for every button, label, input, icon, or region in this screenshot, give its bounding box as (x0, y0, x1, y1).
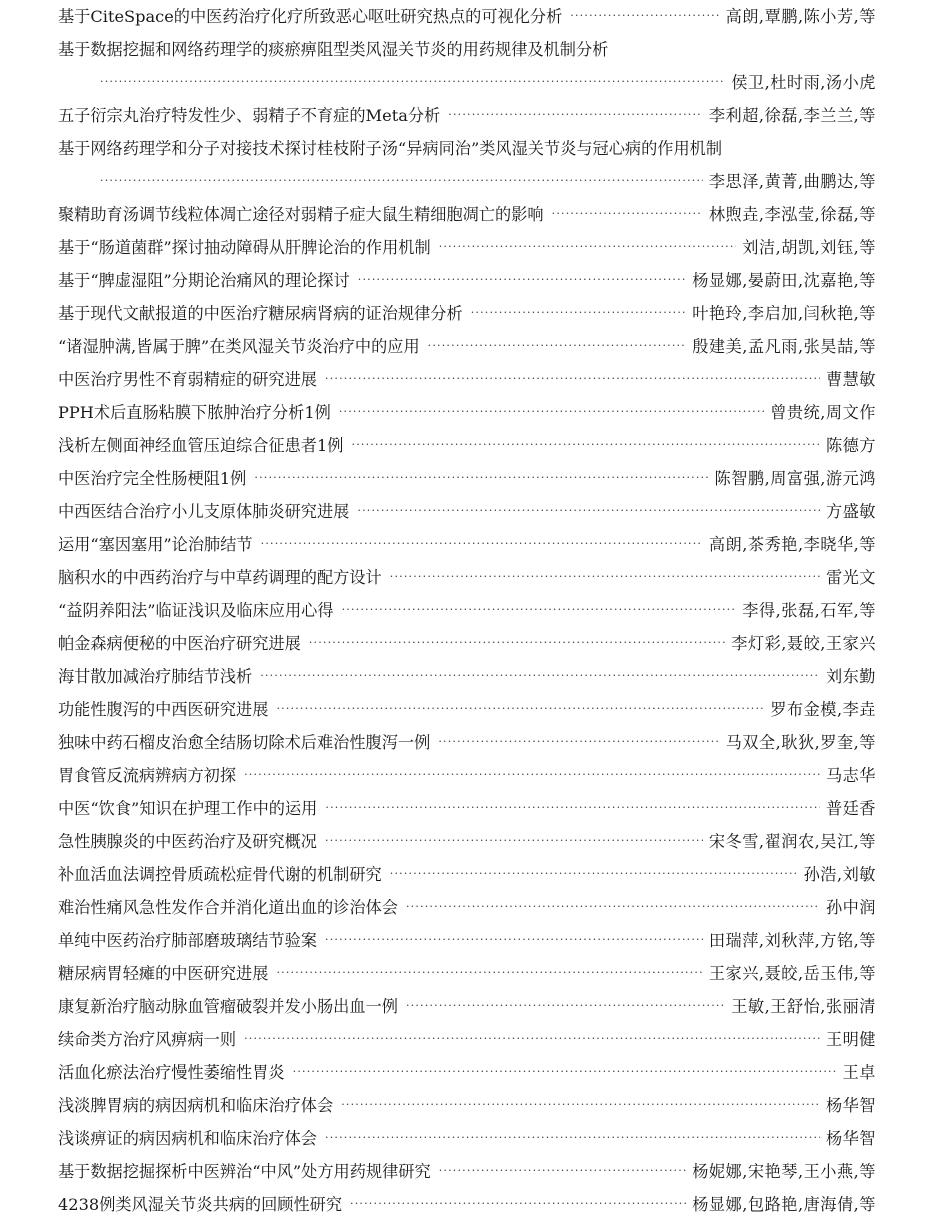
toc-entry-title: “诸湿肿满,皆属于脾”在类风湿关节炎治疗中的应用 (58, 337, 420, 356)
toc-entry-title: 康复新治疗脑动脉血管瘤破裂并发小肠出血一例 (58, 997, 398, 1016)
toc-entry-authors: 陈德方 (825, 436, 876, 455)
dot-leader (276, 692, 764, 725)
toc-entry-authors: 杨妮娜,宋艳琴,王小燕,等 (692, 1162, 876, 1181)
dot-leader (293, 1055, 837, 1088)
dot-leader (276, 956, 702, 989)
toc-entry-title: 基于网络药理学和分子对接技术探讨桂枝附子汤“异病同治”类风湿关节炎与冠心病的作用机制 (58, 139, 723, 158)
toc-entry-title: 帕金森病便秘的中医治疗研究进展 (58, 634, 301, 653)
toc-entry[interactable] (58, 759, 876, 792)
toc-entry-authors: 李利超,徐磊,李兰兰,等 (708, 106, 876, 125)
toc-entry-title: 糖尿病胃轻瘫的中医研究进展 (58, 964, 269, 983)
toc-entry[interactable] (58, 924, 876, 957)
toc-entry[interactable] (58, 1056, 876, 1089)
toc-entry-title: 基于数据挖掘探析中医辨治“中风”处方用药规律研究 (58, 1162, 431, 1181)
toc-entry-authors: 刘洁,胡凯,刘钰,等 (742, 238, 876, 257)
dot-leader (350, 1187, 686, 1220)
dot-leader (358, 263, 686, 296)
toc-entry-title: 独味中药石榴皮治愈全结肠切除术后难治性腹泻一例 (58, 733, 431, 752)
toc-entry-authors: 殷建美,孟凡雨,张昊喆,等 (692, 337, 876, 356)
toc-entry[interactable] (58, 528, 876, 561)
toc-entry-authors: 孙浩,刘敏 (803, 865, 876, 884)
toc-entry[interactable] (58, 1023, 876, 1056)
toc-entry[interactable] (58, 726, 876, 759)
dot-leader (570, 0, 719, 32)
toc-entry-title: PPH术后直肠粘膜下脓肿治疗分析1例 (58, 403, 331, 422)
toc-entry[interactable] (58, 264, 876, 297)
dot-leader (325, 1121, 820, 1154)
toc-entry-authors: 刘东勤 (825, 667, 876, 686)
toc-entry-title: 运用“塞因塞用”论治肺结节 (58, 535, 253, 554)
toc-entry-title: 基于现代文献报道的中医治疗糖尿病肾病的证治规律分析 (58, 304, 463, 323)
dot-leader (390, 560, 820, 593)
toc-entry[interactable] (58, 957, 876, 990)
toc-entry-authors: 杨华智 (825, 1129, 876, 1148)
toc-entry-title: 难治性痛风急性发作合并消化道出血的诊治体会 (58, 898, 398, 917)
toc-entry-title: 急性胰腺炎的中医药治疗及研究概况 (58, 832, 317, 851)
toc-entry[interactable] (58, 330, 876, 363)
toc-entry-title: 补血活血法调控骨质疏松症骨代谢的机制研究 (58, 865, 382, 884)
dot-leader (309, 626, 725, 659)
toc-entry-title: “益阴养阳法”临证浅识及临床应用心得 (58, 601, 334, 620)
toc-entry[interactable] (58, 891, 876, 924)
toc-entry-title: 单纯中医药治疗肺部磨玻璃结节验案 (58, 931, 317, 950)
toc-entry-authors: 叶艳玲,李启加,闫秋艳,等 (692, 304, 876, 323)
dot-leader (325, 791, 820, 824)
toc-entry-authors: 田瑞萍,刘秋萍,方铭,等 (708, 931, 876, 950)
toc-entry-title: 基于数据挖掘和网络药理学的痰瘀痹阻型类风湿关节炎的用药规律及机制分析 (58, 40, 609, 59)
toc-entry[interactable] (58, 462, 876, 495)
dot-leader (406, 890, 820, 923)
toc-entry-title: 五子衍宗丸治疗特发性少、弱精子不育症的Meta分析 (58, 106, 441, 125)
toc-entry-title: 浅谈痹证的病因病机和临床治疗体会 (58, 1129, 317, 1148)
dot-leader (428, 329, 687, 362)
dot-leader (357, 494, 820, 527)
toc-entry-authors: 王明健 (825, 1030, 876, 1049)
toc-entry[interactable] (58, 627, 876, 660)
toc-entry[interactable] (58, 495, 876, 528)
toc-entry-authors: 高朗,茶秀艳,李晓华,等 (708, 535, 876, 554)
dot-leader (342, 593, 737, 626)
toc-entry-title: 浅析左侧面神经血管压迫综合征患者1例 (58, 436, 344, 455)
dot-leader (352, 428, 820, 461)
toc-entry-authors: 宋冬雪,翟润农,吴江,等 (708, 832, 876, 851)
toc-entry[interactable] (58, 396, 876, 429)
toc-entry[interactable] (58, 792, 876, 825)
dot-leader (438, 725, 719, 758)
toc-entry-authors: 杨显娜,包路艳,唐海倩,等 (692, 1195, 876, 1214)
toc-entry[interactable] (58, 1188, 876, 1221)
toc-entry[interactable] (58, 0, 876, 33)
toc-entry-title: 基于“脾虚湿阻”分期论治痛风的理论探讨 (58, 271, 350, 290)
toc-entry[interactable] (58, 594, 876, 627)
toc-entry-title: 聚精助育汤调节线粒体凋亡途径对弱精子症大鼠生精细胞凋亡的影响 (58, 205, 544, 224)
dot-leader (100, 65, 725, 98)
toc-entry-authors: 李思泽,黄菁,曲鹏达,等 (708, 172, 876, 191)
dot-leader (325, 824, 703, 857)
toc-entry-title: 脑积水的中西药治疗与中草药调理的配方设计 (58, 568, 382, 587)
toc-entry-title: 胃食管反流病辨病方初探 (58, 766, 237, 785)
toc-entry-authors: 罗布金模,李垚 (770, 700, 876, 719)
toc-entry[interactable] (58, 198, 876, 231)
dot-leader (325, 923, 703, 956)
toc-entry-authors: 孙中润 (825, 898, 876, 917)
toc-entry-authors: 林煦垚,李泓莹,徐磊,等 (708, 205, 876, 224)
toc-entry-authors: 曾贵统,周文作 (770, 403, 876, 422)
toc-entry[interactable] (58, 693, 876, 726)
dot-leader (254, 461, 708, 494)
dot-leader (341, 1088, 820, 1121)
dot-leader (261, 527, 703, 560)
toc-entry[interactable] (58, 429, 876, 462)
dot-leader (244, 758, 820, 791)
toc-entry[interactable] (58, 231, 876, 264)
dot-leader (339, 395, 764, 428)
toc-entry[interactable] (58, 297, 876, 330)
toc-entry-authors: 李得,张磊,石军,等 (742, 601, 876, 620)
toc-entry-authors: 杨显娜,晏蔚田,沈嘉艳,等 (692, 271, 876, 290)
toc-entry-authors: 王卓 (842, 1063, 876, 1082)
toc-entry-title: 4238例类风湿关节炎共病的回顾性研究 (58, 1195, 343, 1214)
toc-entry-authors: 高朗,覃鹏,陈小芳,等 (725, 7, 876, 26)
toc-entry-authors: 陈智鹏,周富强,游元鸿 (714, 469, 876, 488)
toc-entry-title: 海甘散加减治疗肺结节浅析 (58, 667, 253, 686)
dot-leader (406, 989, 725, 1022)
toc-entry-title: 功能性腹泻的中西医研究进展 (58, 700, 269, 719)
toc-entry-authors: 李灯彩,聂皎,王家兴 (731, 634, 876, 653)
dot-leader (100, 164, 703, 197)
toc-entry[interactable] (58, 132, 876, 198)
dot-leader (390, 857, 798, 890)
table-of-contents (58, 0, 876, 1221)
toc-entry-title: 中医治疗男性不育弱精症的研究进展 (58, 370, 317, 389)
dot-leader (471, 296, 687, 329)
toc-entry-authors: 方盛敏 (825, 502, 876, 521)
toc-entry-title: 浅淡脾胃病的病因病机和临床治疗体会 (58, 1096, 334, 1115)
toc-entry[interactable] (58, 561, 876, 594)
dot-leader (325, 362, 820, 395)
toc-entry-title: 基于“肠道菌群”探讨抽动障碍从肝脾论治的作用机制 (58, 238, 431, 257)
toc-entry[interactable] (58, 858, 876, 891)
toc-entry-authors: 曹慧敏 (825, 370, 876, 389)
toc-entry-authors: 普廷香 (825, 799, 876, 818)
toc-entry-title: 中医“饮食”知识在护理工作中的运用 (58, 799, 318, 818)
toc-entry[interactable] (58, 1155, 876, 1188)
dot-leader (244, 1022, 820, 1055)
dot-leader (260, 659, 820, 692)
toc-entry-authors: 王敏,王舒怡,张丽清 (731, 997, 876, 1016)
dot-leader (448, 98, 703, 131)
toc-entry-authors: 王家兴,聂皎,岳玉伟,等 (708, 964, 876, 983)
toc-entry[interactable] (58, 99, 876, 132)
dot-leader (439, 230, 737, 263)
toc-entry-title: 基于CiteSpace的中医药治疗化疗所致恶心呕吐研究热点的可视化分析 (58, 7, 563, 26)
toc-entry[interactable] (58, 33, 876, 99)
toc-entry-title: 续命类方治疗风痹病一则 (58, 1030, 237, 1049)
toc-entry-authors: 马双全,耿狄,罗奎,等 (725, 733, 876, 752)
toc-entry[interactable] (58, 363, 876, 396)
toc-entry-title: 中医治疗完全性肠梗阻1例 (58, 469, 247, 488)
toc-entry[interactable] (58, 1089, 876, 1122)
toc-entry[interactable] (58, 1122, 876, 1155)
toc-entry-authors: 侯卫,杜时雨,汤小虎 (731, 73, 876, 92)
dot-leader (552, 197, 703, 230)
toc-entry[interactable] (58, 825, 876, 858)
toc-entry-title: 中西医结合治疗小儿支原体肺炎研究进展 (58, 502, 350, 521)
toc-entry[interactable] (58, 660, 876, 693)
dot-leader (439, 1154, 687, 1187)
toc-entry-authors: 杨华智 (825, 1096, 876, 1115)
toc-entry-authors: 马志华 (825, 766, 876, 785)
toc-entry-title: 活血化瘀法治疗慢性萎缩性胃炎 (58, 1063, 285, 1082)
toc-entry[interactable] (58, 990, 876, 1023)
toc-entry-authors: 雷光文 (825, 568, 876, 587)
